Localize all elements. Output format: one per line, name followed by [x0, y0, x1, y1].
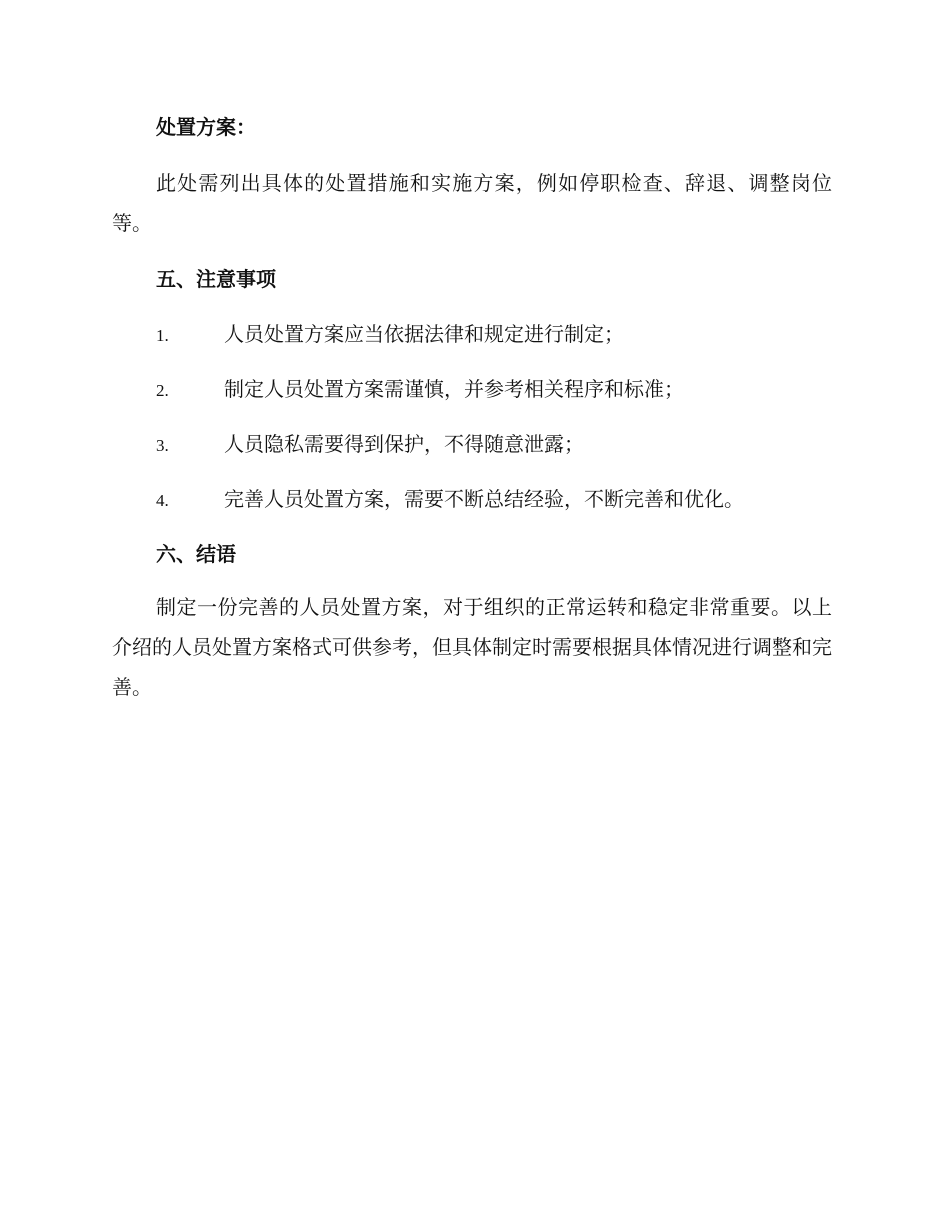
list-item [156, 320, 624, 350]
notes-heading: 五、注意事项 [156, 267, 276, 291]
list-item-text: 完善人员处置方案，需要不断总结经验，不断完善和优化。 [224, 487, 744, 511]
disposal-plan-paragraph: 此处需列出具体的处置措施和实施方案，例如停职检查、辞退、调整岗位等。 [112, 171, 832, 235]
list-item-number: 4. [156, 491, 169, 510]
disposal-plan-heading: 处置方案： [156, 115, 256, 139]
list-item-text: 人员隐私需要得到保护，不得随意泄露； [224, 432, 584, 456]
list-item-text: 人员处置方案应当依据法律和规定进行制定； [224, 322, 624, 346]
list-item-number: 2. [156, 381, 169, 400]
list-item [156, 430, 584, 460]
conclusion-paragraph: 制定一份完善的人员处置方案，对于组织的正常运转和稳定非常重要。以上介绍的人员处置方案格式可供参考，但具体制定时需要根据具体情况进行调整和完善。 [112, 595, 832, 699]
list-item-number: 3. [156, 436, 169, 455]
list-item [156, 375, 684, 405]
list-item-text: 制定人员处置方案需谨慎，并参考相关程序和标准； [224, 377, 684, 401]
conclusion-heading: 六、结语 [156, 542, 236, 566]
list-item-number: 1. [156, 326, 169, 345]
list-item [156, 485, 744, 515]
